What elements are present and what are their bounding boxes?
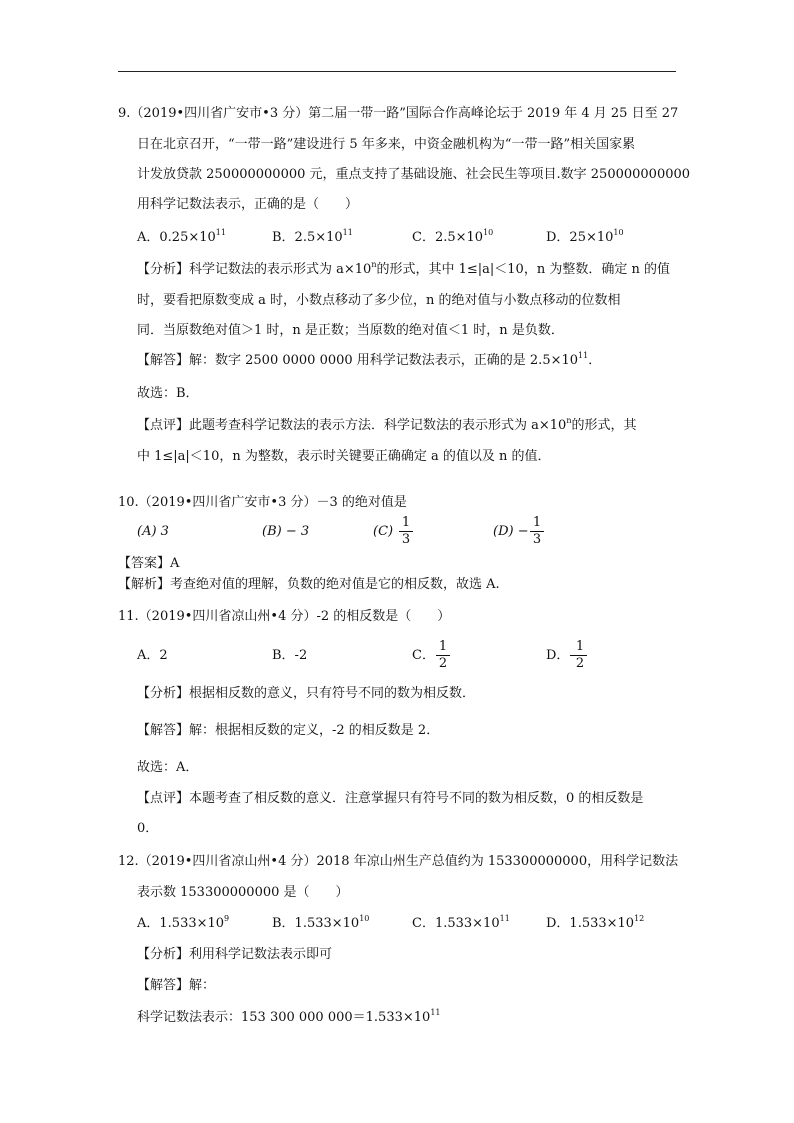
fraction-denominator: 2 bbox=[575, 656, 585, 671]
q10-answer: 【答案】A bbox=[118, 556, 180, 571]
q10-analysis: 【解析】考查绝对值的理解，负数的绝对值是它的相反数，故选 A. bbox=[118, 577, 500, 592]
q10-option-d-fraction bbox=[530, 516, 544, 547]
q11-comment-line-2: 0． bbox=[137, 821, 159, 836]
q9-answer: 【解答】解：数字 2500 0000 0000 用科学记数法表示，正确的是 $2.5\times 10^{11}$． bbox=[137, 351, 602, 368]
q11-option-c: C． bbox=[412, 648, 435, 663]
q12-option-b: B．$1.533\times 10^{10}$ bbox=[272, 914, 370, 931]
q12-option-d: D．$1.533\times 10^{12}$ bbox=[546, 914, 645, 931]
q11-answer: 【解答】解：根据相反数的定义，-2 的相反数是 2． bbox=[137, 723, 440, 738]
header-rule bbox=[118, 71, 676, 72]
fraction-numerator: 1 bbox=[438, 639, 448, 654]
q10-option-c: (C) bbox=[373, 524, 394, 539]
q11-option-c-fraction bbox=[436, 640, 450, 671]
q9-stem-line-1: 9.（2019•四川省广安市•3 分）第二届一带一路”国际合作高峰论坛于 2019 年 4 月 25 日至 27 bbox=[118, 106, 679, 121]
q11-stem: 11.（2019•四川省凉山州•4 分）-2 的相反数是（ ） bbox=[118, 609, 451, 624]
q9-option-d: D．$25\times 10^{10}$ bbox=[546, 228, 624, 245]
fraction-denominator: 3 bbox=[532, 532, 542, 547]
q9-stem-line-2: 日在北京召开，“一带一路”建设进行 5 年多来，中资金融机构为“一带一路”相关国家累 bbox=[137, 137, 636, 152]
q9-comment-line-1: 【点评】此题考查科学记数法的表示方法．科学记数法的表示形式为 $a\times 10^n$的形式，其 bbox=[137, 416, 637, 433]
q12-stem-line-2: 表示数 153300000000 是（ ） bbox=[137, 885, 349, 900]
q12-option-a: A．$1.533\times 10^9$ bbox=[137, 914, 230, 931]
q9-choice: 故选：B． bbox=[137, 386, 199, 401]
q9-stem-line-3: 计发放贷款 250000000000 元，重点支持了基础设施、社会民生等项目.数字 250000000000 bbox=[137, 167, 691, 182]
fraction-denominator: 2 bbox=[438, 656, 448, 671]
q11-option-d: D．- bbox=[546, 648, 574, 663]
q9-stem-line-4: 用科学记数法表示，正确的是（ ） bbox=[137, 197, 359, 212]
q10-option-d: (D) − bbox=[493, 524, 529, 539]
fraction-numerator: 1 bbox=[575, 639, 585, 654]
q11-choice: 故选：A． bbox=[137, 760, 199, 775]
q10-stem: 10.（2019•四川省广安市•3 分）－3 的绝对值是 bbox=[118, 495, 407, 510]
q9-comment-line-2: 中 1≤|a|＜10，n 为整数，表示时关键要正确确定 a 的值以及 n 的值． bbox=[137, 449, 551, 464]
q12-stem-line-1: 12.（2019•四川省凉山州•4 分）2018 年凉山州生产总值约为 153300000000，用科学记数法 bbox=[118, 854, 679, 869]
q12-answer: 【解答】解： bbox=[137, 978, 216, 993]
q11-analysis: 【分析】根据相反数的意义，只有符号不同的数为相反数． bbox=[137, 686, 476, 701]
q11-option-d-fraction bbox=[573, 640, 587, 671]
q9-option-b: B．$2.5\times 10^{11}$ bbox=[272, 228, 353, 245]
q9-analysis-line-3: 同．当原数绝对值＞1 时，n 是正数；当原数的绝对值＜1 时，n 是负数． bbox=[137, 323, 564, 338]
q10-option-c-fraction bbox=[399, 516, 413, 547]
q10-option-a: (A) 3 bbox=[137, 524, 169, 539]
q9-analysis-line-2: 时，要看把原数变成 a 时，小数点移动了多少位，n 的绝对值与小数点移动的位数相 bbox=[137, 293, 621, 308]
q11-comment-line-1: 【点评】本题考查了相反数的意义．注意掌握只有符号不同的数为相反数，0 的相反数是 bbox=[137, 791, 644, 806]
q11-option-a: A．2 bbox=[137, 648, 168, 663]
q12-option-c: C．$1.533\times 10^{11}$ bbox=[412, 914, 510, 931]
q9-option-c: C．$2.5\times 10^{10}$ bbox=[412, 228, 494, 245]
q12-analysis: 【分析】利用科学记数法表示即可 bbox=[137, 947, 333, 962]
fraction-numerator: 1 bbox=[532, 515, 542, 530]
q10-option-b: (B) − 3 bbox=[262, 524, 310, 539]
fraction-denominator: 3 bbox=[401, 532, 411, 547]
q11-option-b: B．-2 bbox=[272, 648, 308, 663]
fraction-numerator: 1 bbox=[401, 515, 411, 530]
q9-option-a: A．$0.25\times 10^{11}$ bbox=[137, 228, 226, 245]
q9-analysis-line-1: 【分析】科学记数法的表示形式为 $a\times 10^n$的形式，其中 1≤|a|＜10，n 为整数．确定 n 的值 bbox=[137, 260, 670, 277]
q12-result: 科学记数法表示：153 300 000 $000=1.533\times 10^{11}$ bbox=[137, 1008, 441, 1025]
